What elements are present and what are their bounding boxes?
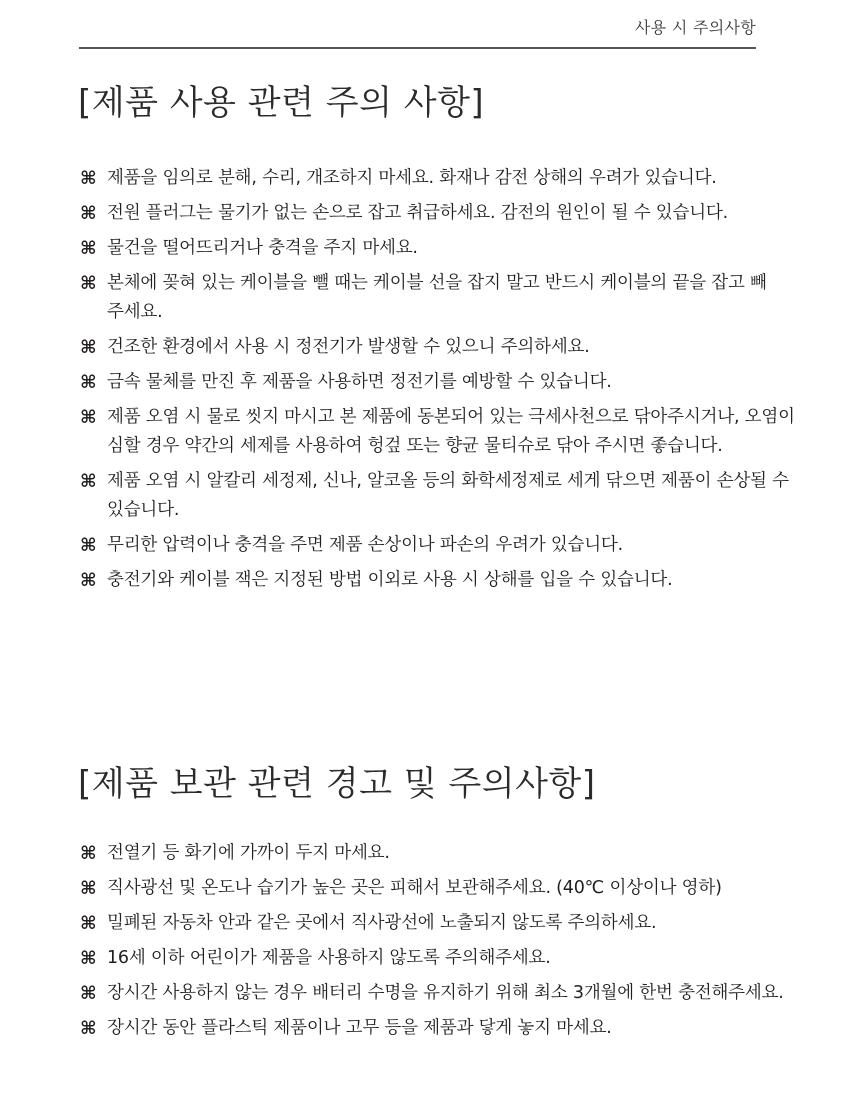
list-item	[80, 531, 795, 560]
list-item	[80, 909, 795, 938]
list-item	[80, 199, 795, 228]
section-title-usage: [제품 사용 관련 주의 사항]	[78, 83, 485, 123]
command-key-bullet-icon: ⌘	[80, 337, 97, 358]
list-item	[80, 839, 795, 868]
list-item	[80, 403, 795, 461]
list-item-text: 무리한 압력이나 충격을 주면 제품 손상이나 파손의 우려가 있습니다.	[107, 535, 624, 555]
list-item-text: 금속 물체를 만진 후 제품을 사용하면 정전기를 예방할 수 있습니다.	[107, 372, 612, 392]
command-key-bullet-icon: ⌘	[80, 570, 97, 591]
command-key-bullet-icon: ⌘	[80, 168, 97, 189]
list-item	[80, 234, 795, 263]
list-item-text: 직사광선 및 온도나 습기가 높은 곳은 피해서 보관해주세요. (40℃ 이상이나 영하)	[107, 878, 722, 898]
list-item-text: 건조한 환경에서 사용 시 정전기가 발생할 수 있으니 주의하세요.	[107, 337, 590, 357]
command-key-bullet-icon: ⌘	[80, 203, 97, 224]
list-item	[80, 368, 795, 397]
list-item-text: 밀폐된 자동차 안과 같은 곳에서 직사광선에 노출되지 않도록 주의하세요.	[107, 913, 657, 933]
list-item-text: 장시간 동안 플라스틱 제품이나 고무 등을 제품과 닿게 놓지 마세요.	[107, 1018, 612, 1038]
list-item	[80, 1014, 795, 1043]
list-item	[80, 164, 795, 193]
list-item-text: 충전기와 케이블 잭은 지정된 방법 이외로 사용 시 상해를 입을 수 있습니다.	[107, 570, 673, 590]
command-key-bullet-icon: ⌘	[80, 372, 97, 393]
list-item-text: 본체에 꽂혀 있는 케이블을 뺄 때는 케이블 선을 잡지 말고 반드시 케이블의 끝을 잡고 빼 주세요.	[107, 273, 767, 322]
list-item-text: 16세 이하 어린이가 제품을 사용하지 않도록 주의해주세요.	[107, 948, 551, 968]
command-key-bullet-icon: ⌘	[80, 948, 97, 969]
list-item	[80, 944, 795, 973]
command-key-bullet-icon: ⌘	[80, 238, 97, 259]
list-item-text: 전열기 등 화기에 가까이 두지 마세요.	[107, 843, 390, 863]
list-item-text: 제품 오염 시 알칼리 세정제, 신나, 알코올 등의 화학세정제로 세게 닦으면 제품이 손상될 수 있습니다.	[107, 471, 789, 520]
section-title-storage: [제품 보관 관련 경고 및 주의사항]	[78, 764, 596, 804]
command-key-bullet-icon: ⌘	[80, 407, 97, 428]
list-item-text: 제품 오염 시 물로 씻지 마시고 본 제품에 동본되어 있는 극세사천으로 닦아주시거나, 오염이 심할 경우 약간의 세제를 사용하여 헝겊 또는 향균 물티슈로 닦아 주시면 좋습니다.	[107, 407, 795, 456]
list-item	[80, 467, 795, 525]
list-item	[80, 333, 795, 362]
running-header: 사용 시 주의사항	[634, 18, 756, 37]
command-key-bullet-icon: ⌘	[80, 878, 97, 899]
command-key-bullet-icon: ⌘	[80, 913, 97, 934]
command-key-bullet-icon: ⌘	[80, 535, 97, 556]
list-item	[80, 874, 795, 903]
command-key-bullet-icon: ⌘	[80, 273, 97, 294]
list-item-text: 물건을 떨어뜨리거나 충격을 주지 마세요.	[107, 238, 418, 258]
command-key-bullet-icon: ⌘	[80, 471, 97, 492]
list-item	[80, 269, 795, 327]
list-item-text: 전원 플러그는 물기가 없는 손으로 잡고 취급하세요. 감전의 원인이 될 수 있습니다.	[107, 203, 728, 223]
list-item-text: 제품을 임의로 분해, 수리, 개조하지 마세요. 화재나 감전 상해의 우려가 있습니다.	[107, 168, 717, 188]
header-divider	[79, 47, 756, 49]
command-key-bullet-icon: ⌘	[80, 843, 97, 864]
command-key-bullet-icon: ⌘	[80, 1018, 97, 1039]
usage-precautions-list	[80, 164, 795, 601]
list-item	[80, 979, 795, 1008]
list-item	[80, 566, 795, 595]
list-item-text: 장시간 사용하지 않는 경우 배터리 수명을 유지하기 위해 최소 3개월에 한번 충전해주세요.	[107, 983, 784, 1003]
command-key-bullet-icon: ⌘	[80, 983, 97, 1004]
storage-precautions-list	[80, 839, 795, 1049]
